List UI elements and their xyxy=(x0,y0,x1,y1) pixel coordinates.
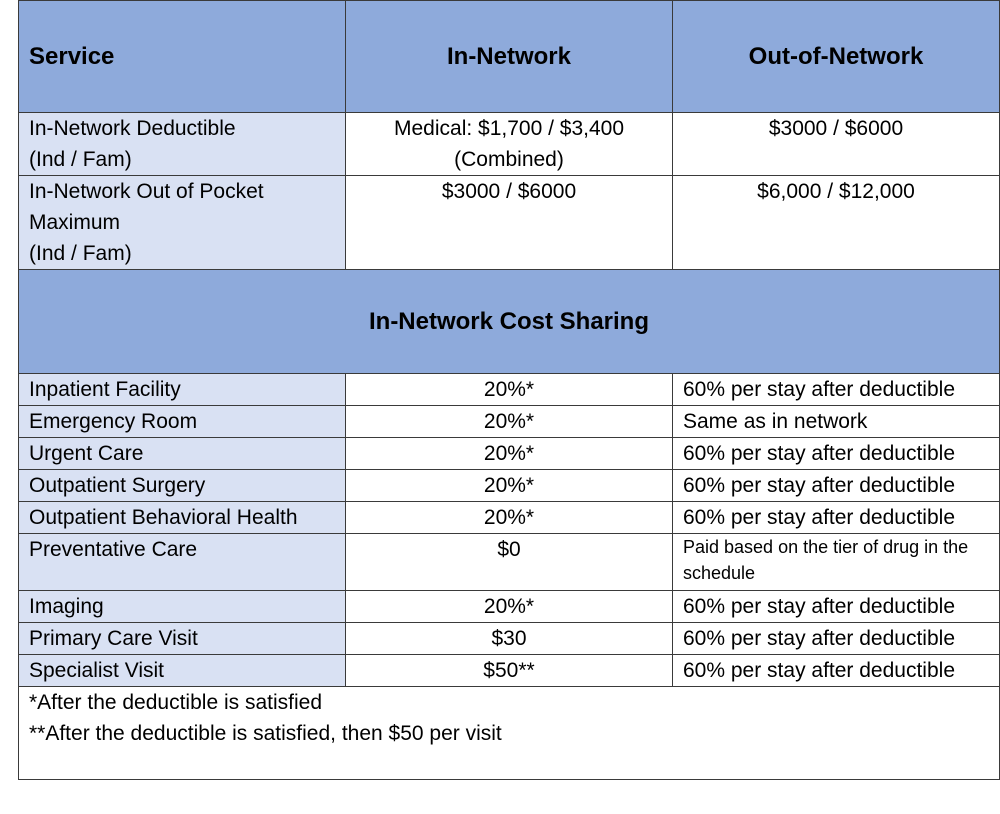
table-row xyxy=(19,438,1000,470)
out-network-cell: $6,000 / $12,000 xyxy=(673,176,1000,270)
in-network-cell: 20%* xyxy=(346,591,673,623)
table-row xyxy=(19,374,1000,406)
in-network-value-sub: (Combined) xyxy=(454,148,564,171)
summary-row-oop-max xyxy=(19,176,1000,270)
out-network-cell: 60% per stay after deductible xyxy=(673,591,1000,623)
section-header-row xyxy=(19,270,1000,374)
service-label: In-Network Deductible xyxy=(29,117,236,140)
in-network-cell: $50** xyxy=(346,655,673,687)
service-cell xyxy=(19,113,346,176)
section-title: In-Network Cost Sharing xyxy=(19,270,1000,374)
in-network-cell: 20%* xyxy=(346,406,673,438)
out-network-cell: Same as in network xyxy=(673,406,1000,438)
out-network-cell: 60% per stay after deductible xyxy=(673,374,1000,406)
out-network-cell: 60% per stay after deductible xyxy=(673,655,1000,687)
table-row xyxy=(19,534,1000,591)
service-cell: Outpatient Behavioral Health xyxy=(19,502,346,534)
out-network-cell: 60% per stay after deductible xyxy=(673,438,1000,470)
in-network-cell xyxy=(346,113,673,176)
out-network-cell: 60% per stay after deductible xyxy=(673,502,1000,534)
summary-row-deductible xyxy=(19,113,1000,176)
service-cell: Preventative Care xyxy=(19,534,346,591)
footnote-1: *After the deductible is satisfied xyxy=(29,691,322,714)
out-network-cell: Paid based on the tier of drug in the schedule xyxy=(673,534,1000,591)
header-service: Service xyxy=(19,1,346,113)
in-network-cell: 20%* xyxy=(346,470,673,502)
service-label-sub: (Ind / Fam) xyxy=(29,148,132,171)
out-network-cell: 60% per stay after deductible xyxy=(673,623,1000,655)
service-cell: Primary Care Visit xyxy=(19,623,346,655)
header-out-network: Out-of-Network xyxy=(673,1,1000,113)
service-cell: Urgent Care xyxy=(19,438,346,470)
in-network-cell: 20%* xyxy=(346,502,673,534)
in-network-cell: $30 xyxy=(346,623,673,655)
service-label-sub: (Ind / Fam) xyxy=(29,242,132,265)
table-row xyxy=(19,623,1000,655)
service-label-sub: Maximum xyxy=(29,211,121,234)
in-network-cell: $0 xyxy=(346,534,673,591)
service-cell: Imaging xyxy=(19,591,346,623)
table-row xyxy=(19,502,1000,534)
service-cell: Inpatient Facility xyxy=(19,374,346,406)
footnote-cell xyxy=(19,687,1000,780)
table-row xyxy=(19,591,1000,623)
footnote-row xyxy=(19,687,1000,780)
service-cell: Outpatient Surgery xyxy=(19,470,346,502)
service-label: In-Network Out of Pocket xyxy=(29,180,264,203)
footnote-2: **After the deductible is satisfied, then $50 per visit xyxy=(29,722,502,745)
out-network-cell: $3000 / $6000 xyxy=(673,113,1000,176)
service-cell xyxy=(19,176,346,270)
in-network-value: Medical: $1,700 / $3,400 xyxy=(394,117,624,140)
header-in-network: In-Network xyxy=(346,1,673,113)
in-network-cell: 20%* xyxy=(346,438,673,470)
benefits-table xyxy=(18,0,1000,780)
in-network-cell: 20%* xyxy=(346,374,673,406)
header-row xyxy=(19,1,1000,113)
table-row xyxy=(19,406,1000,438)
service-cell: Emergency Room xyxy=(19,406,346,438)
table-row xyxy=(19,655,1000,687)
out-network-cell: 60% per stay after deductible xyxy=(673,470,1000,502)
service-cell: Specialist Visit xyxy=(19,655,346,687)
in-network-cell: $3000 / $6000 xyxy=(346,176,673,270)
table-row xyxy=(19,470,1000,502)
